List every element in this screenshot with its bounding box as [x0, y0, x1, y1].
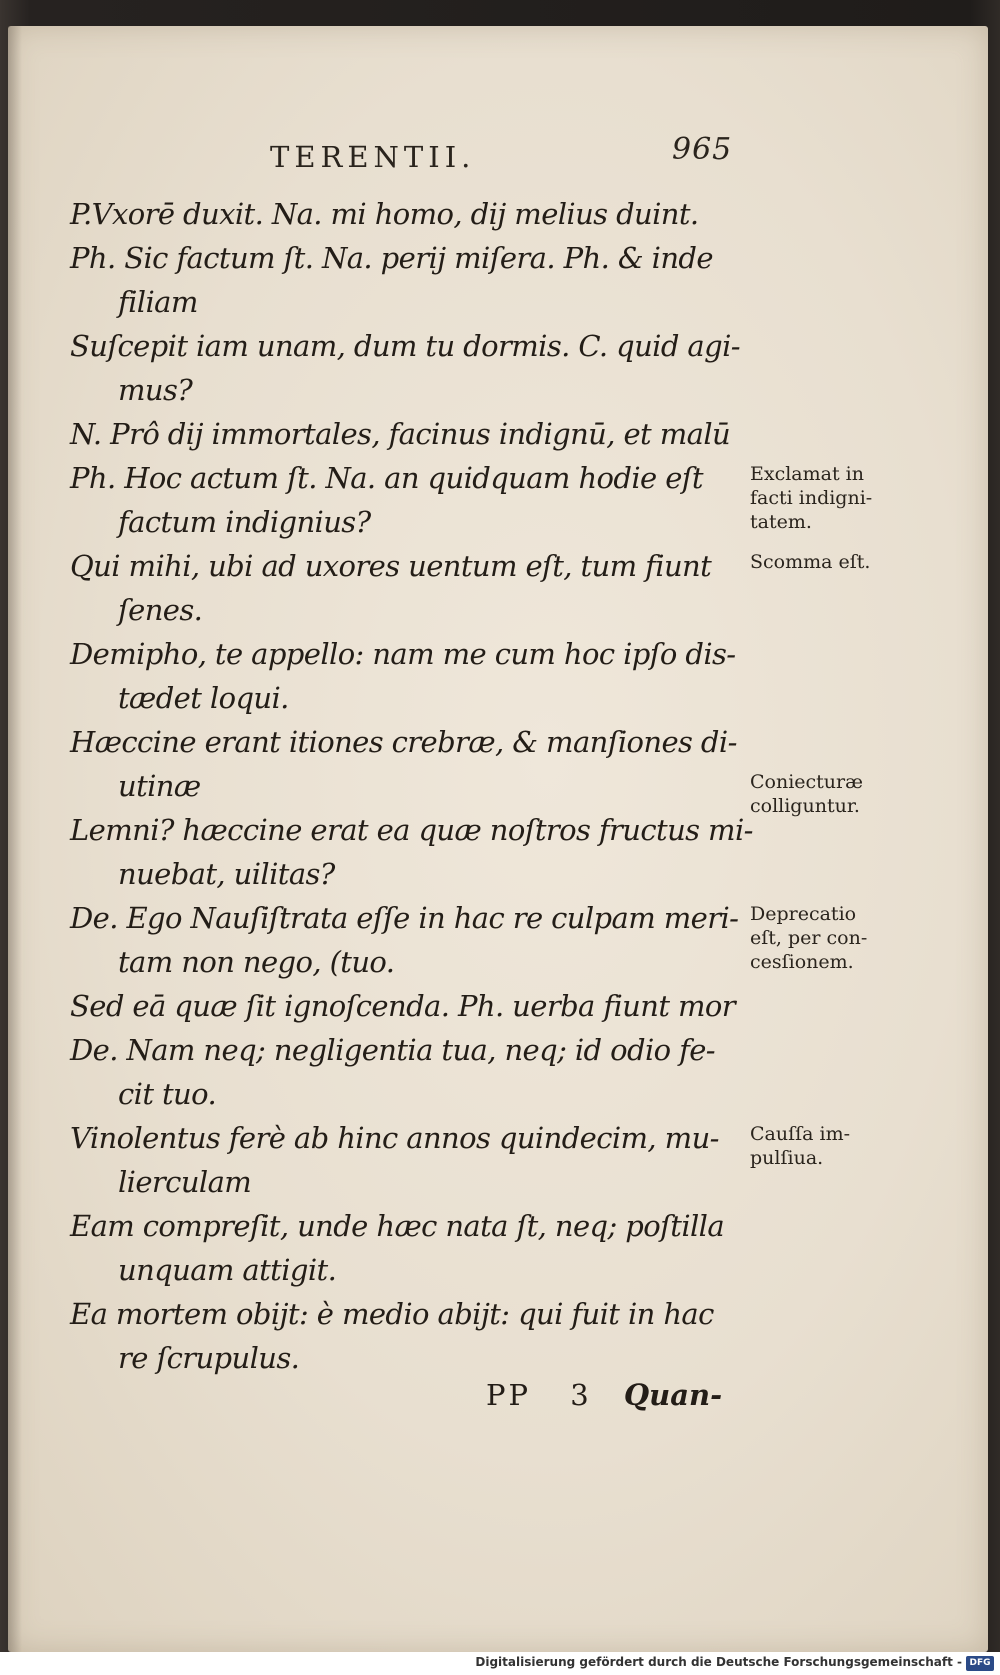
- verse-line: De. Ego Nauſiſtrata eſſe in hac re culpam meri-: [70, 901, 739, 935]
- verse-line: Ea mortem obijt: è medio abijt: qui fuit in hac: [70, 1297, 714, 1331]
- margin-note: Cauſſa im- pulſiua.: [750, 1123, 851, 1169]
- signature-number: 3: [570, 1378, 589, 1412]
- verse-line: Vinolentus ferè ab hinc annos quindecim, mu-: [70, 1121, 719, 1155]
- verse-line: re ſcrupulus.: [118, 1341, 300, 1375]
- digitization-footer: [0, 1652, 1000, 1675]
- verse-line: N. Prô dij immortales, facinus indignū, et malū: [70, 417, 731, 451]
- margin-note: Exclamat in facti indigni- tatem.: [750, 463, 873, 533]
- verse-line: Ph. Hoc actum ſt. Na. an quidquam hodie eſt: [70, 461, 703, 495]
- verse-line: Eam compreſit, unde hæc nata ſt, neq; poſtilla: [70, 1209, 725, 1243]
- signature-mark: PP: [486, 1378, 532, 1412]
- page-number: 965: [672, 132, 733, 167]
- running-head: TERENTII.: [270, 140, 476, 174]
- verse-line: Qui mihi, ubi ad uxores uentum eſt, tum fiunt: [70, 549, 712, 583]
- footer-credit: Digitalisierung gefördert durch die Deutsche Forschungsgemeinschaft -: [475, 1655, 962, 1669]
- verse-line: utinæ: [118, 769, 201, 803]
- verse-line: tædet loqui.: [118, 681, 289, 715]
- verse-line: nuebat, uilitas?: [118, 857, 335, 891]
- verse-line: P.Vxorē duxit. Na. mi homo, dij melius duint.: [70, 197, 699, 231]
- verse-line: Sed eā quæ ſit ignoſcenda. Ph. uerba fiunt mor: [70, 989, 736, 1023]
- verse-line: ſenes.: [118, 593, 203, 627]
- verse-line: tam non nego, (tuo.: [118, 945, 395, 979]
- verse-line: mus?: [118, 373, 193, 407]
- verse-line: Hæccine erant itiones crebræ, & manſiones di-: [70, 725, 737, 759]
- margin-note: Deprecatio eſt, per con- cesſionem.: [750, 903, 868, 973]
- verse-text-block: [70, 192, 753, 1380]
- verse-line: unquam attigit.: [118, 1253, 337, 1287]
- margin-note: Scomma eſt.: [750, 551, 871, 573]
- verse-line: Lemni? hæccine erat ea quæ noſtros fructus mi-: [70, 813, 753, 847]
- margin-note: Coniecturæ colliguntur.: [750, 771, 863, 817]
- verse-line: De. Nam neq; negligentia tua, neq; id odio fe-: [70, 1033, 715, 1067]
- verse-line: Demipho, te appello: nam me cum hoc ipſo dis-: [70, 637, 736, 671]
- verse-line: cit tuo.: [118, 1077, 217, 1111]
- catchword-line: [486, 1378, 722, 1412]
- page-header: [8, 122, 988, 172]
- verse-line: lierculam: [118, 1165, 252, 1199]
- dfg-logo: DFG: [966, 1656, 994, 1671]
- book-page: [8, 26, 988, 1652]
- verse-line: factum indignius?: [118, 505, 371, 539]
- verse-line: filiam: [118, 285, 198, 319]
- verse-line: Suſcepit iam unam, dum tu dormis. C. quid agi-: [70, 329, 740, 363]
- catchword: Quan-: [623, 1378, 723, 1412]
- verse-line: Ph. Sic factum ſt. Na. perij miſera. Ph. & inde: [70, 241, 713, 275]
